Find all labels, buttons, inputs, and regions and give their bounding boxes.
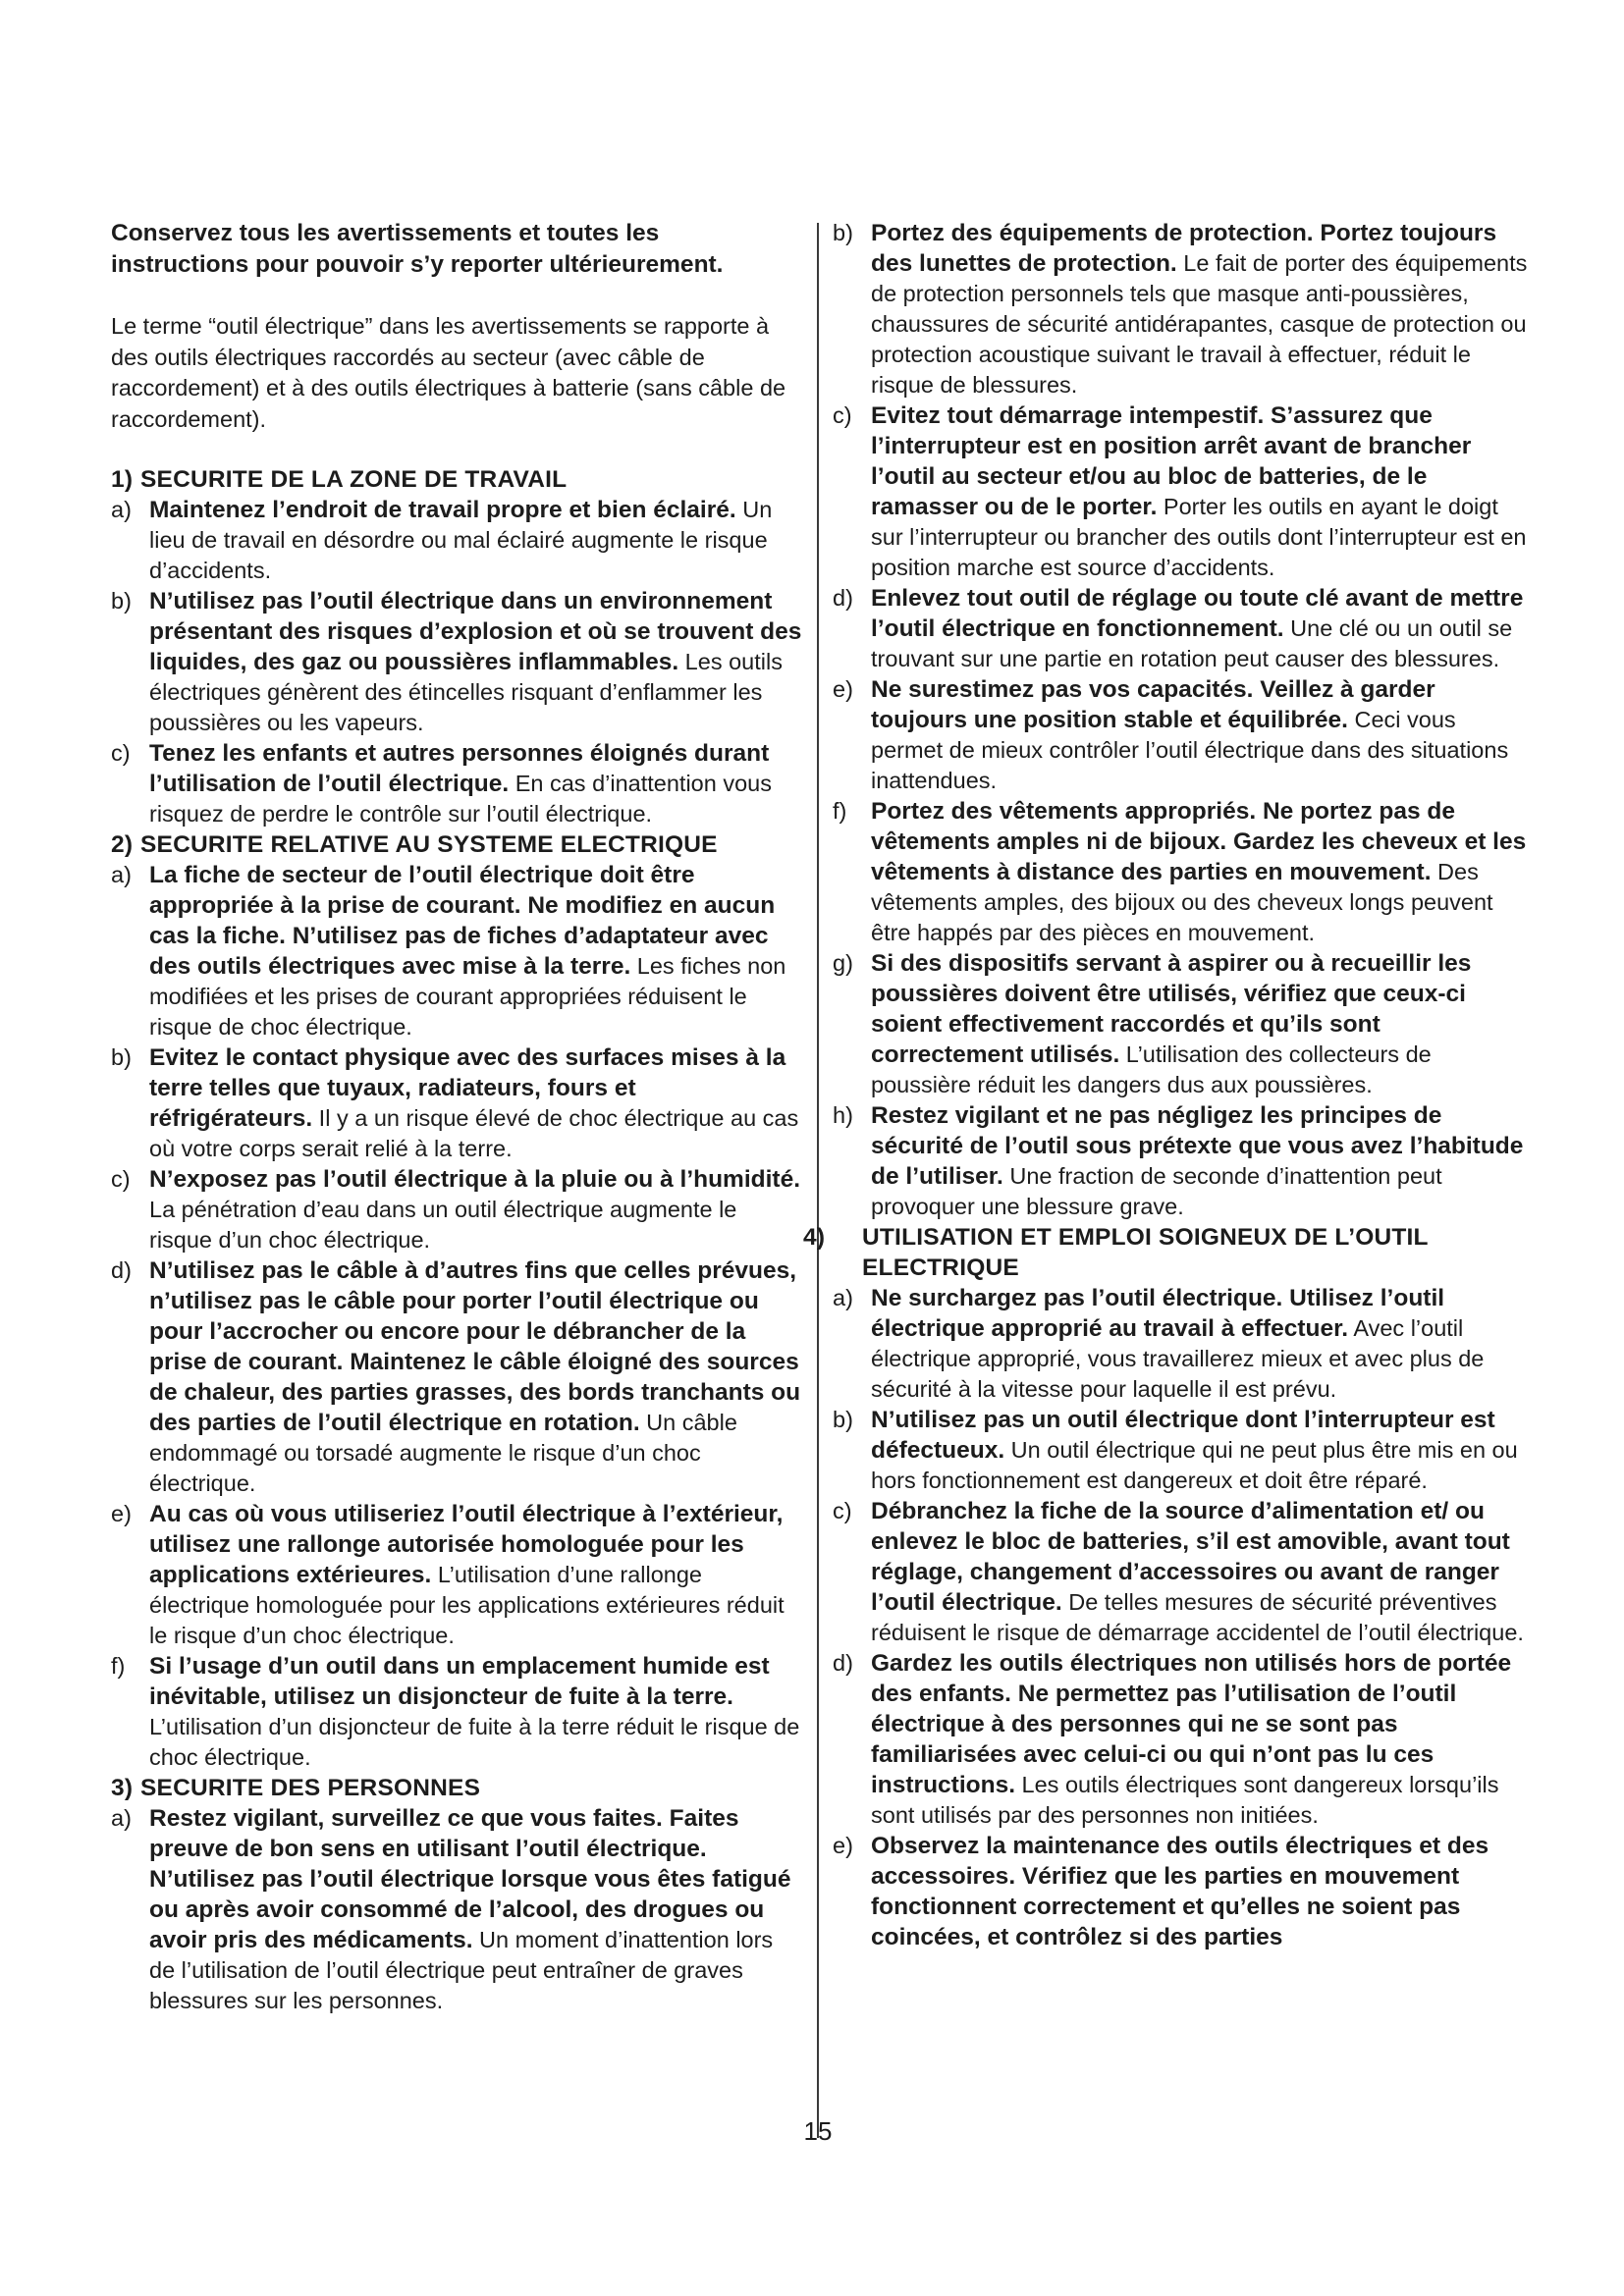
section-4-item-a: a) Ne surchargez pas l’outil électrique. Utilisez l’outil électrique approprié au travail à effectuer. Avec l’outil électrique approprié, vous travaillerez mieux et avec plus de sécurité à la vitesse pour laquelle il est prévu. bbox=[833, 1285, 1485, 1402]
section-2-item-e: e) Au cas où vous utiliseriez l’outil électrique à l’extérieur, utilisez une rallonge autorisée homologuée pour les applications extérieures. L’utilisation d’une rallonge électrique homologuée pour les applications extérieures réduit le risque d’un choc électrique. bbox=[111, 1501, 785, 1648]
section-4-item-d: d) Gardez les outils électriques non utilisés hors de portée des enfants. Ne permettez pas l’utilisation de l’outil électrique à des personnes qui ne se sont pas familiarisées avec celui-ci ou qui n’ont pas lu ces instructions. Les outils électriques sont dangereux lorsqu’ils sont utilisés par des personnes non initiées. bbox=[833, 1650, 1512, 1828]
section-4-item-b: b) N’utilisez pas un outil électrique dont l’interrupteur est défectueux. Un outil électrique qui ne peut plus être mis en ou hors fonctionnement est dangereux et doit être réparé. bbox=[833, 1407, 1518, 1493]
section-1-heading: 1) SECURITE DE LA ZONE DE TRAVAIL bbox=[111, 466, 568, 493]
section-3-item-e: e) Ne surestimez pas vos capacités. Veillez à garder toujours une position stable et équilibrée. Ceci vous permet de mieux contrôler l’outil électrique dans des situations inattendues. bbox=[833, 676, 1509, 793]
section-4-item-c: c) Débranchez la fiche de la source d’alimentation et/ ou enlevez le bloc de batteries, s’il est amovible, avant tout réglage, changement d’accessoires ou avant de ranger l’outil électrique. De telles mesures de sécurité préventives réduisent le risque de démarrage accidentel de l’outil électrique. bbox=[833, 1498, 1524, 1645]
section-3-item-g: g) Si des dispositifs servant à aspirer ou à recueillir les poussières doivent être utilisés, vérifiez que ceux-ci soient effectivement raccordés et qu’ils sont correctement utilisés. L’utilisation des collecteurs de poussière réduit les dangers dus aux poussières. bbox=[833, 950, 1472, 1097]
section-2-item-c: c) N’exposez pas l’outil électrique à la pluie ou à l’humidité. La pénétration d’eau dans un outil électrique augmente le risque d’un choc électrique. bbox=[111, 1166, 801, 1253]
section-1-item-a: a) Maintenez l’endroit de travail propre et bien éclairé. Un lieu de travail en désordre ou mal éclairé augmente le risque d’accidents. bbox=[111, 497, 773, 583]
section-2-item-d: d) N’utilisez pas le câble à d’autres fins que celles prévues, n’utilisez pas le câble pour porter l’outil électrique ou pour l’accrocher ou encore pour le débrancher de la prise de courant. Maintenez le câble éloigné des sources de chaleur, des parties grasses, des bords tranchants ou des parties de l’outil électrique en rotation. Un câble endommagé ou torsadé augmente le risque d’un choc électrique. bbox=[111, 1257, 801, 1496]
section-2-item-f: f) Si l’usage d’un outil dans un emplacement humide est inévitable, utilisez un disjoncteur de fuite à la terre. L’utilisation d’un disjoncteur de fuite à la terre réduit le risque de choc électrique. bbox=[111, 1653, 800, 1770]
section-4-heading: 4) UTILISATION ET EMPLOI SOIGNEUX DE L’OUTIL ELECTRIQUE bbox=[803, 1224, 1429, 1281]
section-4-item-e: e) Observez la maintenance des outils électriques et des accessoires. Vérifiez que les parties en mouvement fonctionnent correctement et qu’elles ne soient pas coincées, et contrôlez si des parties bbox=[833, 1833, 1489, 1950]
section-2-heading: 2) SECURITE RELATIVE AU SYSTEME ELECTRIQUE bbox=[111, 831, 718, 858]
intro-definition: Le terme “outil électrique” dans les avertissements se rapporte à des outils électriques raccordés au secteur (avec câble de raccordement) et à des outils électriques à batterie (sans câble de raccordement). bbox=[111, 313, 786, 432]
section-1-item-b: b) N’utilisez pas l’outil électrique dans un environnement présentant des risques d’explosion et où se trouvent des liquides, des gaz ou poussières inflammables. Les outils électriques génèrent des étincelles risquant d’enflammer les poussières ou les vapeurs. bbox=[111, 588, 802, 735]
left-column bbox=[111, 218, 803, 2016]
section-3-item-b: b) Portez des équipements de protection. Portez toujours des lunettes de protection. Le fait de porter des équipements de protection personnels tels que masque anti-poussières, chaussures de sécurité antidérapantes, casque de protection ou protection acoustique suivant le travail à effectuer, réduit le risque de blessures. bbox=[833, 220, 1528, 398]
section-3-heading: 3) SECURITE DES PERSONNES bbox=[111, 1775, 481, 1801]
column-divider bbox=[817, 223, 819, 2138]
section-3-item-d: d) Enlevez tout outil de réglage ou toute clé avant de mettre l’outil électrique en fonctionnement. Une clé ou un outil se trouvant sur une partie en rotation peut causer des blessures. bbox=[833, 585, 1524, 671]
section-3-item-f: f) Portez des vêtements appropriés. Ne portez pas de vêtements amples ni de bijoux. Gardez les cheveux et les vêtements à distance des parties en mouvement. Des vêtements amples, des bijoux ou des cheveux longs peuvent être happés par des pièces en mouvement. bbox=[833, 798, 1527, 945]
section-3-item-h: h) Restez vigilant et ne pas négligez les principes de sécurité de l’outil sous prétexte que vous avez l’habitude de l’utiliser. Une fraction de seconde d’inattention peut provoquer une blessure grave. bbox=[833, 1102, 1524, 1219]
section-2-item-a: a) La fiche de secteur de l’outil électrique doit être appropriée à la prise de courant. Ne modifiez en aucun cas la fiche. N’utilisez pas de fiches d’adaptateur avec des outils électriques avec mise à la terre. Les fiches non modifiées et les prises de courant appropriées réduisent le risque de choc électrique. bbox=[111, 862, 786, 1040]
section-3-item-c: c) Evitez tout démarrage intempestif. S’assurez que l’interrupteur est en position arrêt avant de brancher l’outil au secteur et/ou au bloc de batteries, de le ramasser ou de le porter. Porter les outils en ayant le doigt sur l’interrupteur ou brancher des outils dont l’interrupteur est en position marche est source d’accidents. bbox=[833, 402, 1527, 580]
page-number: 15 bbox=[803, 2116, 833, 2146]
intro-warning: Conservez tous les avertissements et toutes les instructions pour pouvoir s’y reporter ultérieurement. bbox=[111, 220, 724, 278]
section-2-item-b: b) Evitez le contact physique avec des surfaces mises à la terre telles que tuyaux, radiateurs, fours et réfrigérateurs. Il y a un risque élevé de choc électrique au cas où votre corps serait relié à la terre. bbox=[111, 1044, 799, 1161]
section-1-item-c: c) Tenez les enfants et autres personnes éloignés durant l’utilisation de l’outil électrique. En cas d’inattention vous risquez de perdre le contrôle sur l’outil électrique. bbox=[111, 740, 772, 827]
section-3-item-a: a) Restez vigilant, surveillez ce que vous faites. Faites preuve de bon sens en utilisant l’outil électrique. N’utilisez pas l’outil électrique lorsque vous êtes fatigué ou après avoir consommé de l’alcool, des drogues ou avoir pris des médicaments. Un moment d’inattention lors de l’utilisation de l’outil électrique peut entraîner de graves blessures sur les personnes. bbox=[111, 1805, 791, 2013]
right-column bbox=[803, 218, 1532, 1952]
